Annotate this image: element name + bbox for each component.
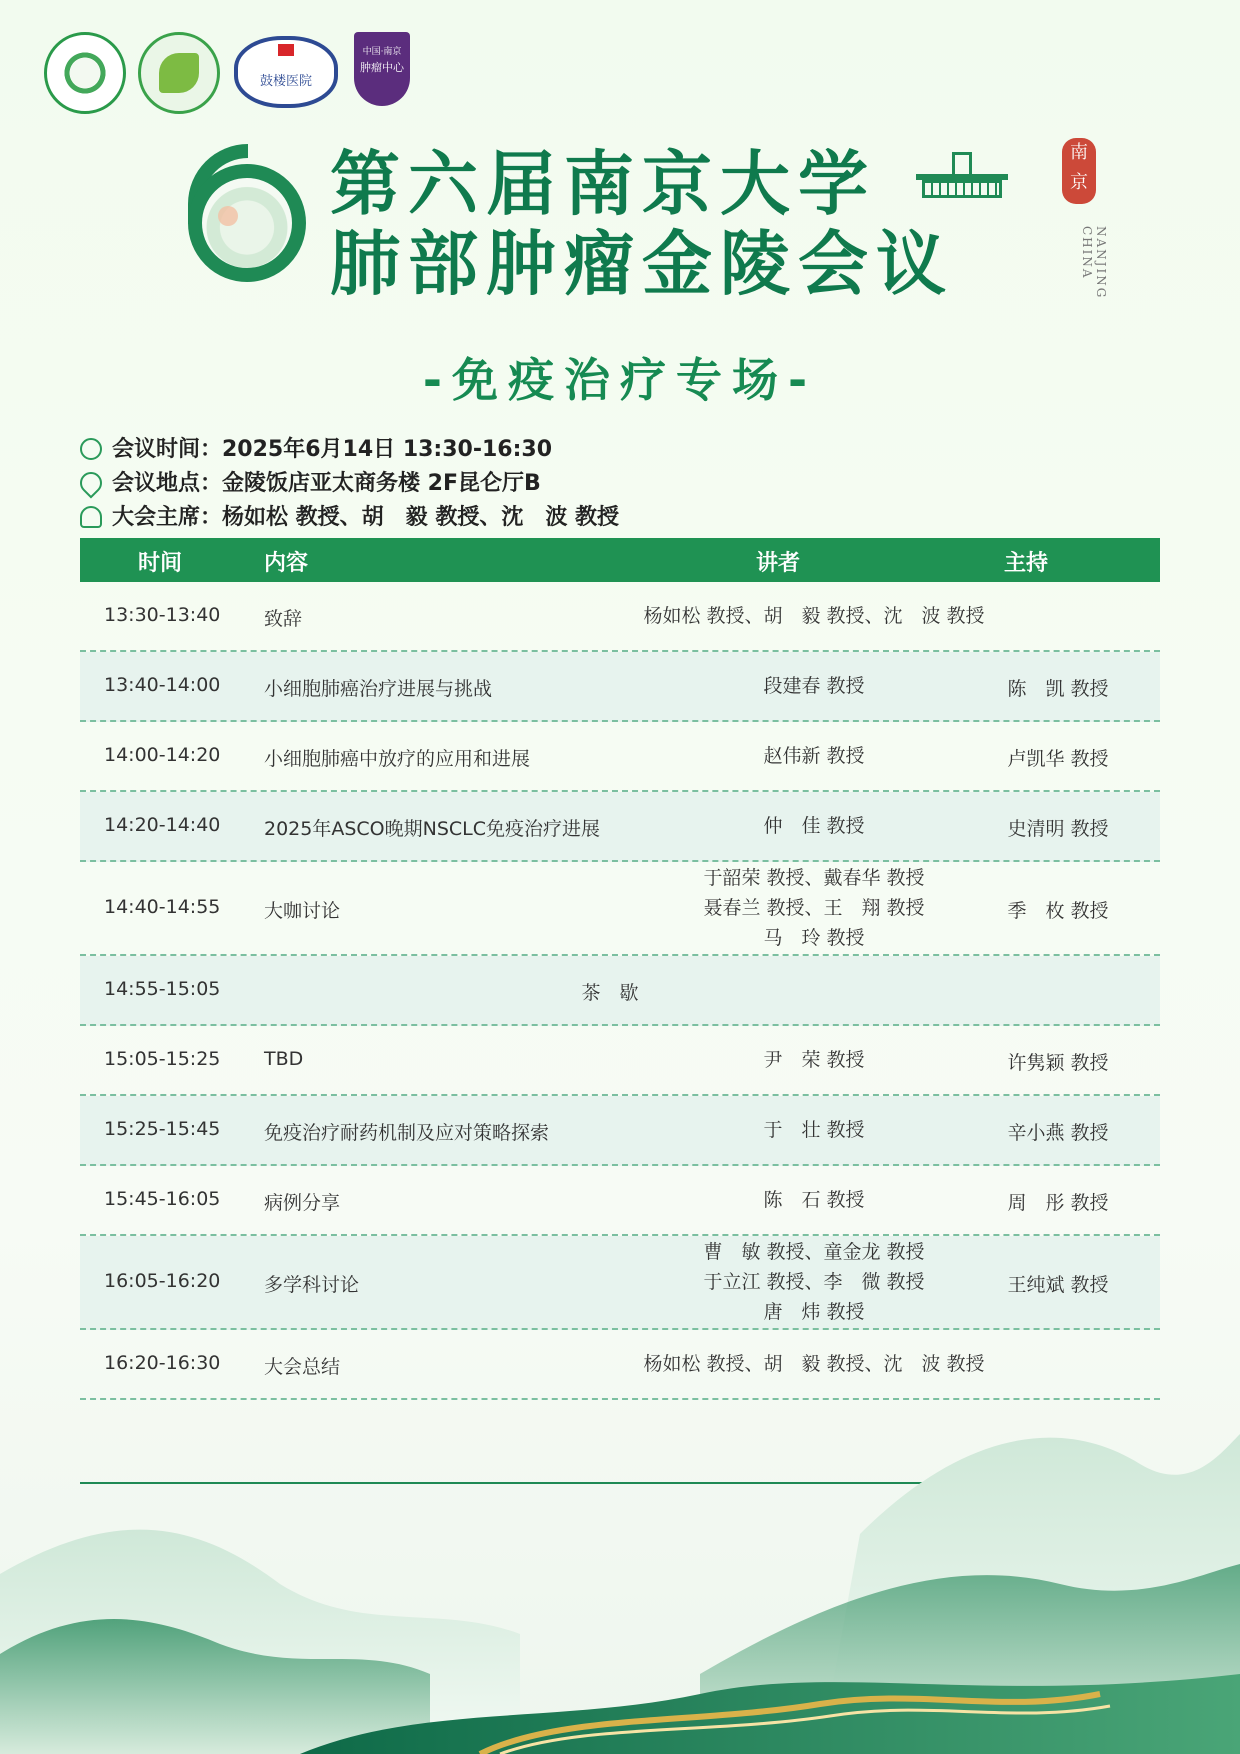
table-row xyxy=(80,956,1160,1026)
speaker-line: 于 壮 教授 xyxy=(763,1119,865,1141)
speaker-line: 聂春兰 教授、王 翔 教授 xyxy=(703,897,925,919)
row-host: 周 彤 教授 xyxy=(1007,1192,1109,1214)
title-line-2: 肺部肿瘤金陵会议 xyxy=(330,222,954,305)
speaker-line: 仲 佳 教授 xyxy=(763,815,865,837)
nanjing-china-text: NANJING CHINA xyxy=(1080,226,1108,300)
row-time: 16:05-16:20 xyxy=(104,1270,221,1292)
speaker-line: 尹 荣 教授 xyxy=(763,1049,865,1071)
row-speaker xyxy=(640,863,988,953)
row-host: 辛小燕 教授 xyxy=(1007,1122,1109,1144)
building-icon xyxy=(916,152,1008,200)
landscape-decoration xyxy=(0,1374,1240,1754)
info-chair: 大会主席：杨如松 教授、胡 毅 教授、沈 波 教授 xyxy=(80,500,619,531)
row-break-label: 茶 歇 xyxy=(581,982,639,1004)
speaker-line: 赵伟新 教授 xyxy=(763,745,865,767)
row-time: 15:25-15:45 xyxy=(104,1118,221,1140)
cancer-center-logo xyxy=(354,32,410,106)
row-time: 16:20-16:30 xyxy=(104,1352,221,1374)
center-line1: 中国·南京 xyxy=(362,47,402,57)
speaker-line: 马 玲 教授 xyxy=(763,927,865,949)
header-host: 主持 xyxy=(1004,551,1049,576)
speaker-line: 杨如松 教授、胡 毅 教授、沈 波 教授 xyxy=(643,1353,985,1375)
header-time: 时间 xyxy=(138,551,183,576)
speaker-line: 段建春 教授 xyxy=(763,675,865,697)
row-host: 陈 凯 教授 xyxy=(1007,678,1109,700)
row-time: 14:00-14:20 xyxy=(104,744,221,766)
nanjing-seal: 南京 xyxy=(1062,138,1096,204)
center-line2: 肿瘤中心 xyxy=(360,61,404,74)
table-row xyxy=(80,722,1160,792)
row-host: 季 枚 教授 xyxy=(1007,900,1109,922)
row-time: 13:40-14:00 xyxy=(104,674,221,696)
row-speaker xyxy=(640,1115,988,1145)
row-content: 大咖讨论 xyxy=(264,900,341,922)
table-row xyxy=(80,1026,1160,1096)
row-content: 2025年ASCO晚期NSCLC免疫治疗进展 xyxy=(264,818,601,840)
table-header xyxy=(80,538,1160,582)
schedule-table xyxy=(80,538,1160,1400)
table-body xyxy=(80,582,1160,1400)
row-host: 许隽颖 教授 xyxy=(1007,1052,1109,1074)
row-speaker xyxy=(640,601,988,631)
row-speaker xyxy=(640,1237,988,1327)
row-content: TBD xyxy=(264,1048,304,1070)
table-row xyxy=(80,652,1160,722)
row-host: 王纯斌 教授 xyxy=(1007,1274,1109,1296)
speaker-line: 唐 炜 教授 xyxy=(763,1301,865,1323)
row-time: 14:40-14:55 xyxy=(104,896,221,918)
table-row xyxy=(80,1166,1160,1236)
row-speaker xyxy=(640,741,988,771)
row-host: 史清明 教授 xyxy=(1007,818,1109,840)
session-subtitle: -免疫治疗专场- xyxy=(422,353,818,407)
row-host: 卢凯华 教授 xyxy=(1007,748,1109,770)
clock-icon xyxy=(80,438,102,460)
header-content: 内容 xyxy=(264,551,309,576)
table-row xyxy=(80,1236,1160,1330)
row-speaker xyxy=(640,671,988,701)
row-time: 14:20-14:40 xyxy=(104,814,221,836)
row-speaker xyxy=(640,1185,988,1215)
row-time: 15:05-15:25 xyxy=(104,1048,221,1070)
table-row xyxy=(80,862,1160,956)
hospital-logo xyxy=(234,36,338,108)
hospital-name: 鼓楼医院 xyxy=(259,74,312,89)
table-row xyxy=(80,582,1160,652)
location-pin-icon xyxy=(75,467,106,498)
row-time: 14:55-15:05 xyxy=(104,978,221,1000)
speaker-line: 陈 石 教授 xyxy=(763,1189,865,1211)
row-content: 大会总结 xyxy=(264,1356,341,1378)
row-time: 15:45-16:05 xyxy=(104,1188,221,1210)
header-speaker: 讲者 xyxy=(756,551,801,576)
number-six-emblem xyxy=(188,136,312,284)
info-location: 会议地点：金陵饭店亚太商务楼 2F昆仑厅B xyxy=(80,466,541,497)
speaker-line: 于立江 教授、李 微 教授 xyxy=(703,1271,925,1293)
table-row xyxy=(80,1096,1160,1166)
row-content: 小细胞肺癌中放疗的应用和进展 xyxy=(264,748,531,770)
row-content: 病例分享 xyxy=(264,1192,341,1214)
association-logo xyxy=(44,32,126,114)
row-content: 致辞 xyxy=(264,608,303,630)
row-content: 多学科讨论 xyxy=(264,1274,360,1296)
speaker-line: 杨如松 教授、胡 毅 教授、沈 波 教授 xyxy=(643,605,985,627)
row-content: 小细胞肺癌治疗进展与挑战 xyxy=(264,678,493,700)
table-row xyxy=(80,792,1160,862)
row-time: 13:30-13:40 xyxy=(104,604,221,626)
row-speaker xyxy=(640,1045,988,1075)
row-speaker xyxy=(640,811,988,841)
info-time: 会议时间：2025年6月14日 13:30-16:30 xyxy=(80,432,552,463)
speaker-line: 于韶荣 教授、戴春华 教授 xyxy=(703,867,925,889)
speaker-line: 曹 敏 教授、童金龙 教授 xyxy=(703,1241,925,1263)
society-logo xyxy=(138,32,220,114)
title-line-1: 第六届南京大学 xyxy=(330,142,876,225)
row-content: 免疫治疗耐药机制及应对策略探索 xyxy=(264,1122,550,1144)
person-icon xyxy=(80,506,102,528)
